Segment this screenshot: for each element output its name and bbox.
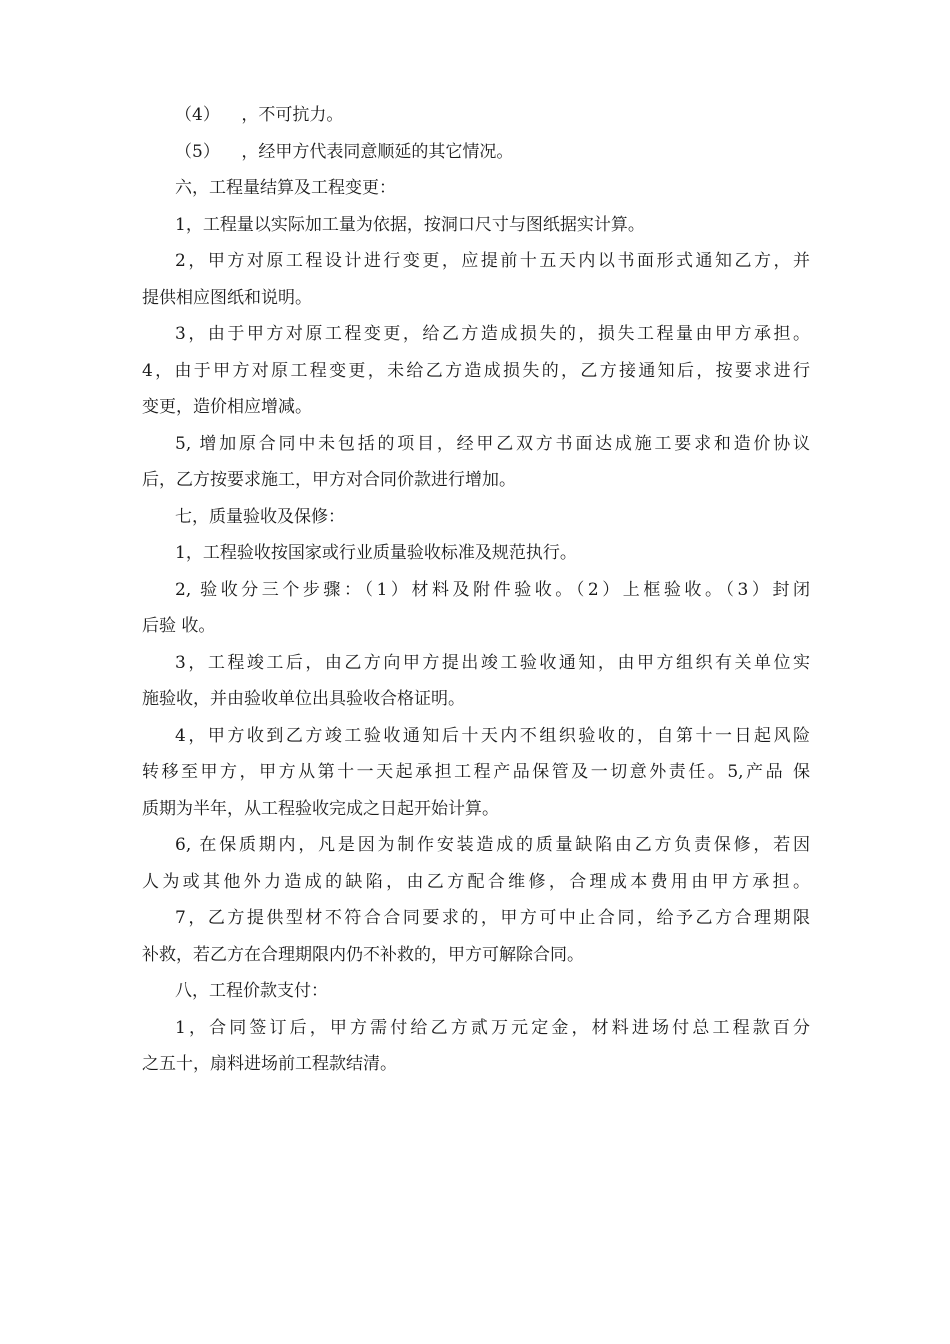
- quality-clause-3-line-2: 施验收，并由验收单位出具验收合格证明。: [142, 689, 465, 709]
- section-heading-settlement: 六，工程量结算及工程变更：: [175, 178, 396, 198]
- settlement-clause-2-line-2: 提供相应图纸和说明。: [142, 287, 312, 308]
- quality-clause-4-line-1: 4，甲方收到乙方竣工验收通知后十天内不组织验收的，自第十一日起风险: [175, 725, 810, 746]
- quality-clause-7-line-1: 7，乙方提供型材不符合合同要求的，甲方可中止合同，给予乙方合理期限: [175, 908, 810, 928]
- quality-clause-2-line-2: 后验 收。: [142, 616, 216, 636]
- settlement-clause-5-line-1: 5, 增加原合同中未包括的项目，经甲乙双方书面达成施工要求和造价协议: [175, 433, 810, 454]
- settlement-clause-3: 3，由于甲方对原工程变更，给乙方造成损失的，损失工程量由甲方承担。: [175, 324, 810, 344]
- settlement-clause-4-line-2: 变更，造价相应增减。: [142, 397, 312, 417]
- settlement-clause-1: 1，工程量以实际加工量为依据，按洞口尺寸与图纸据实计算。: [175, 214, 645, 235]
- quality-clause-6-line-1: 6, 在保质期内，凡是因为制作安装造成的质量缺陷由乙方负责保修，若因: [175, 835, 810, 855]
- quality-clause-4-line-2: 转移至甲方，甲方从第十一天起承担工程产品保管及一切意外责任。5,产品 保: [142, 762, 810, 782]
- section-heading-quality: 七，质量验收及保修：: [175, 506, 345, 527]
- quality-clause-5-line: 质期为半年，从工程验收完成之日起开始计算。: [142, 798, 499, 819]
- clause-delay-force-majeure: （4） ，不可抗力。: [175, 105, 344, 125]
- quality-clause-3-line-1: 3，工程竣工后，由乙方向甲方提出竣工验收通知，由甲方组织有关单位实: [175, 652, 810, 673]
- settlement-clause-2-line-1: 2，甲方对原工程设计进行变更，应提前十五天内以书面形式通知乙方，并: [175, 251, 810, 271]
- quality-clause-2-line-1: 2, 验收分三个步骤：（1）材料及附件验收。（2）上框验收。（3）封闭: [175, 579, 810, 600]
- section-heading-payment: 八，工程价款支付：: [175, 981, 328, 1001]
- payment-clause-1-line-2: 之五十，扇料进场前工程款结清。: [142, 1054, 397, 1074]
- payment-clause-1-line-1: 1，合同签订后，甲方需付给乙方贰万元定金，材料进场付总工程款百分: [175, 1017, 810, 1038]
- settlement-clause-4-line-1: 4，由于甲方对原工程变更，未给乙方造成损失的，乙方接通知后，按要求进行: [142, 360, 810, 381]
- quality-clause-7-line-2: 补救，若乙方在合理期限内仍不补救的，甲方可解除合同。: [142, 944, 584, 965]
- settlement-clause-5-line-2: 后，乙方按要求施工，甲方对合同价款进行增加。: [142, 470, 516, 490]
- quality-clause-6-line-2: 人为或其他外力造成的缺陷，由乙方配合维修，合理成本费用由甲方承担。: [142, 871, 810, 892]
- quality-clause-1: 1，工程验收按国家或行业质量验收标准及规范执行。: [175, 543, 577, 563]
- clause-delay-other: （5） ，经甲方代表同意顺延的其它情况。: [175, 141, 514, 162]
- contract-text-body: [142, 97, 810, 1083]
